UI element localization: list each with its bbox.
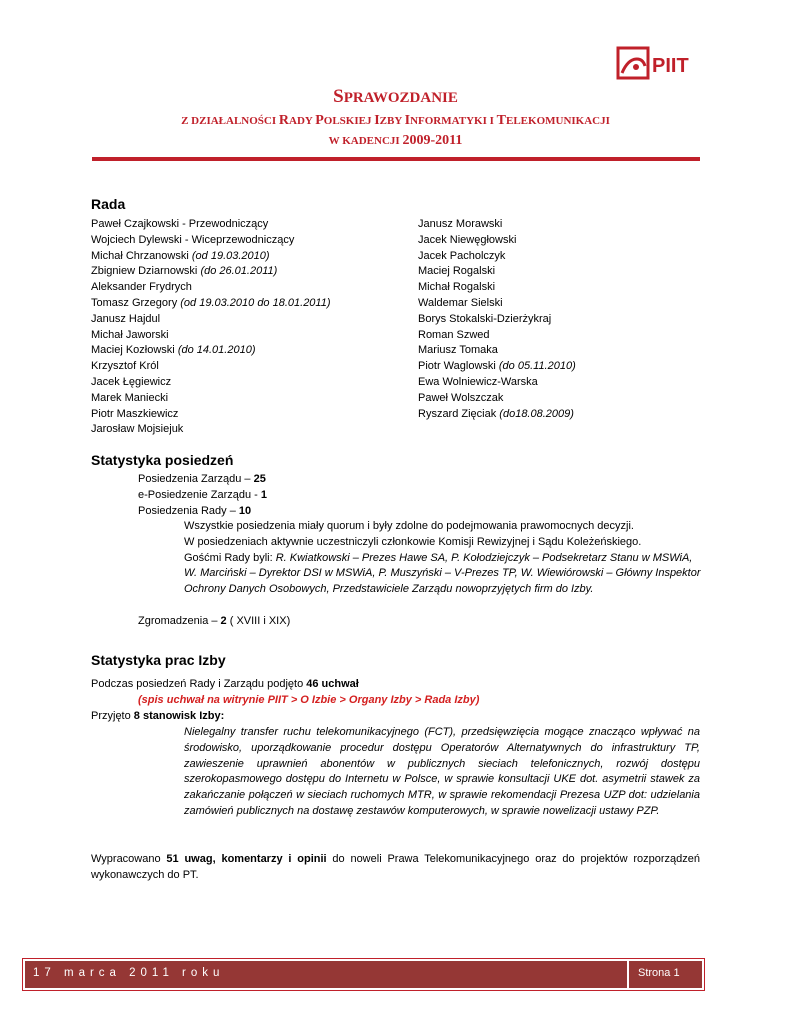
- footer-page-box: [629, 961, 702, 988]
- member: Ryszard Zięciak (do18.08.2009): [418, 407, 574, 420]
- member: Piotr Waglowski (do 05.11.2010): [418, 360, 576, 373]
- member: Michał Rogalski: [418, 281, 496, 294]
- piit-logo: [616, 46, 702, 80]
- wypracowano-paragraph: Wypracowano 51 uwag, komentarzy i opinii do noweli Prawa Telekomunikacyjnego oraz do projektów rozporządzeń wykonawczych do PT.: [91, 853, 701, 881]
- member: Michał Jaworski: [91, 328, 169, 341]
- posiedzenia-notes: [184, 519, 704, 598]
- stat-zgromadzenia: Zgromadzenia – 2 ( XVIII i XIX): [138, 615, 291, 627]
- member: Zbigniew Dziarnowski (do 26.01.2011): [91, 265, 278, 278]
- uchwaly-line: Podczas posiedzeń Rady i Zarządu podjęto 46 uchwał: [91, 678, 359, 690]
- note-goscie: Gośćmi Rady byli: R. Kwiatkowski – Prezes Hawe SA, P. Kołodziejczyk – Podsekretarz Stanu w MSWiA, W. Marciński – Dyrektor DSI w MSWiA, P. Muszyński – V-Prezes TP, W. Wiewiórowski – Główny Inspektor Ochrony Danych Osobowych, Przedstawiciele Zarządu nowoprzyjętych firm do Izby.: [184, 551, 701, 596]
- footer-date: 17 marca 2011 roku: [33, 967, 225, 979]
- member: Maciej Kozłowski (do 14.01.2010): [91, 344, 256, 357]
- rada-list-left: [91, 217, 331, 438]
- member: Roman Szwed: [418, 328, 490, 341]
- member: Borys Stokalski-Dzierżykraj: [418, 312, 552, 325]
- stat-zarzadu: Posiedzenia Zarządu – 25: [138, 473, 266, 485]
- prace-heading: Statystyka prac Izby: [91, 652, 226, 668]
- member: Ewa Wolniewicz-Warska: [418, 375, 538, 388]
- member: Waldemar Sielski: [418, 296, 503, 309]
- member: Jarosław Mojsiejuk: [91, 423, 184, 436]
- member: Jacek Pacholczyk: [418, 249, 506, 262]
- stanowiska-line: Przyjęto 8 stanowisk Izby:: [91, 710, 225, 722]
- uchwaly-link[interactable]: (spis uchwał na witrynie PIIT > O Izbie > Organy Izby > Rada Izby): [138, 694, 480, 706]
- title-divider: [92, 157, 700, 161]
- member: Krzysztof Król: [91, 360, 159, 373]
- member: Janusz Hajdul: [91, 312, 161, 325]
- logo-text: PIIT: [652, 55, 689, 77]
- member: Mariusz Tomaka: [418, 344, 498, 357]
- member: Janusz Morawski: [418, 218, 503, 230]
- rada-heading: Rada: [91, 196, 126, 212]
- member: Wojciech Dylewski - Wiceprzewodniczący: [91, 233, 295, 246]
- member: Paweł Wolszczak: [418, 391, 504, 404]
- member: Maciej Rogalski: [418, 265, 496, 278]
- page-footer: [22, 958, 705, 991]
- stat-e-posiedzenie: e-Posiedzenie Zarządu - 1: [138, 488, 268, 501]
- note-uczestnicy: W posiedzeniach aktywnie uczestniczyli członkowie Komisji Rewizyjnej i Sądu Koleżeńskiego.: [184, 535, 642, 548]
- title-line-1: SPRAWOZDANIE: [333, 86, 458, 107]
- member: Michał Chrzanowski (od 19.03.2010): [91, 249, 270, 262]
- rada-list-right: [418, 217, 576, 422]
- member: Jacek Niewęgłowski: [418, 233, 517, 246]
- member: Jacek Łęgiewicz: [91, 375, 172, 388]
- stat-rady: Posiedzenia Rady – 10: [138, 504, 252, 517]
- posiedzenia-heading: Statystyka posiedzeń: [91, 452, 234, 468]
- member: Marek Maniecki: [91, 391, 169, 404]
- member: Aleksander Frydrych: [91, 281, 192, 294]
- page-number: Strona 1: [638, 967, 680, 979]
- member: Piotr Maszkiewicz: [91, 407, 179, 420]
- member: Tomasz Grzegory (od 19.03.2010 do 18.01.2011): [91, 296, 331, 309]
- title-line-3: W KADENCJI 2009-2011: [328, 133, 463, 148]
- stanowiska-list: Nielegalny transfer ruchu telekomunikacyjnego (FCT), przedsięwzięcia mogące znacząco wpływać na środowisko, uporządkowanie procedur dostępu Operatorów Alternatywnych do infrastruktury TP, zawieszenie uprawnień abonentów w publicznych sieciach telefonicznych, rozwój dostępu szerokopasmowego dostępu do Internetu w Polsce, w sprawie konsultacji UKE dot. asymetrii stawek za zakańczanie połączeń w sieciach ruchomych MTR, w sprawie rekomendacji Prezesa UZP dot: udzielania zamówień publicznych na dostawę zestawów komputerowych, w sprawie nowelizacji ustawy PZP.: [184, 726, 700, 817]
- member: Paweł Czajkowski - Przewodniczący: [91, 218, 269, 230]
- title-line-2: Z DZIAŁALNOŚCI RADY POLSKIEJ IZBY INFORMATYKI I TELEKOMUNIKACJI: [181, 113, 610, 128]
- note-quorum: Wszystkie posiedzenia miały quorum i były zdolne do podejmowania prawomocnych decyzji.: [184, 520, 634, 532]
- footer-date-box: [25, 961, 627, 988]
- posiedzenia-stats: [138, 472, 267, 519]
- document-title: [0, 86, 791, 151]
